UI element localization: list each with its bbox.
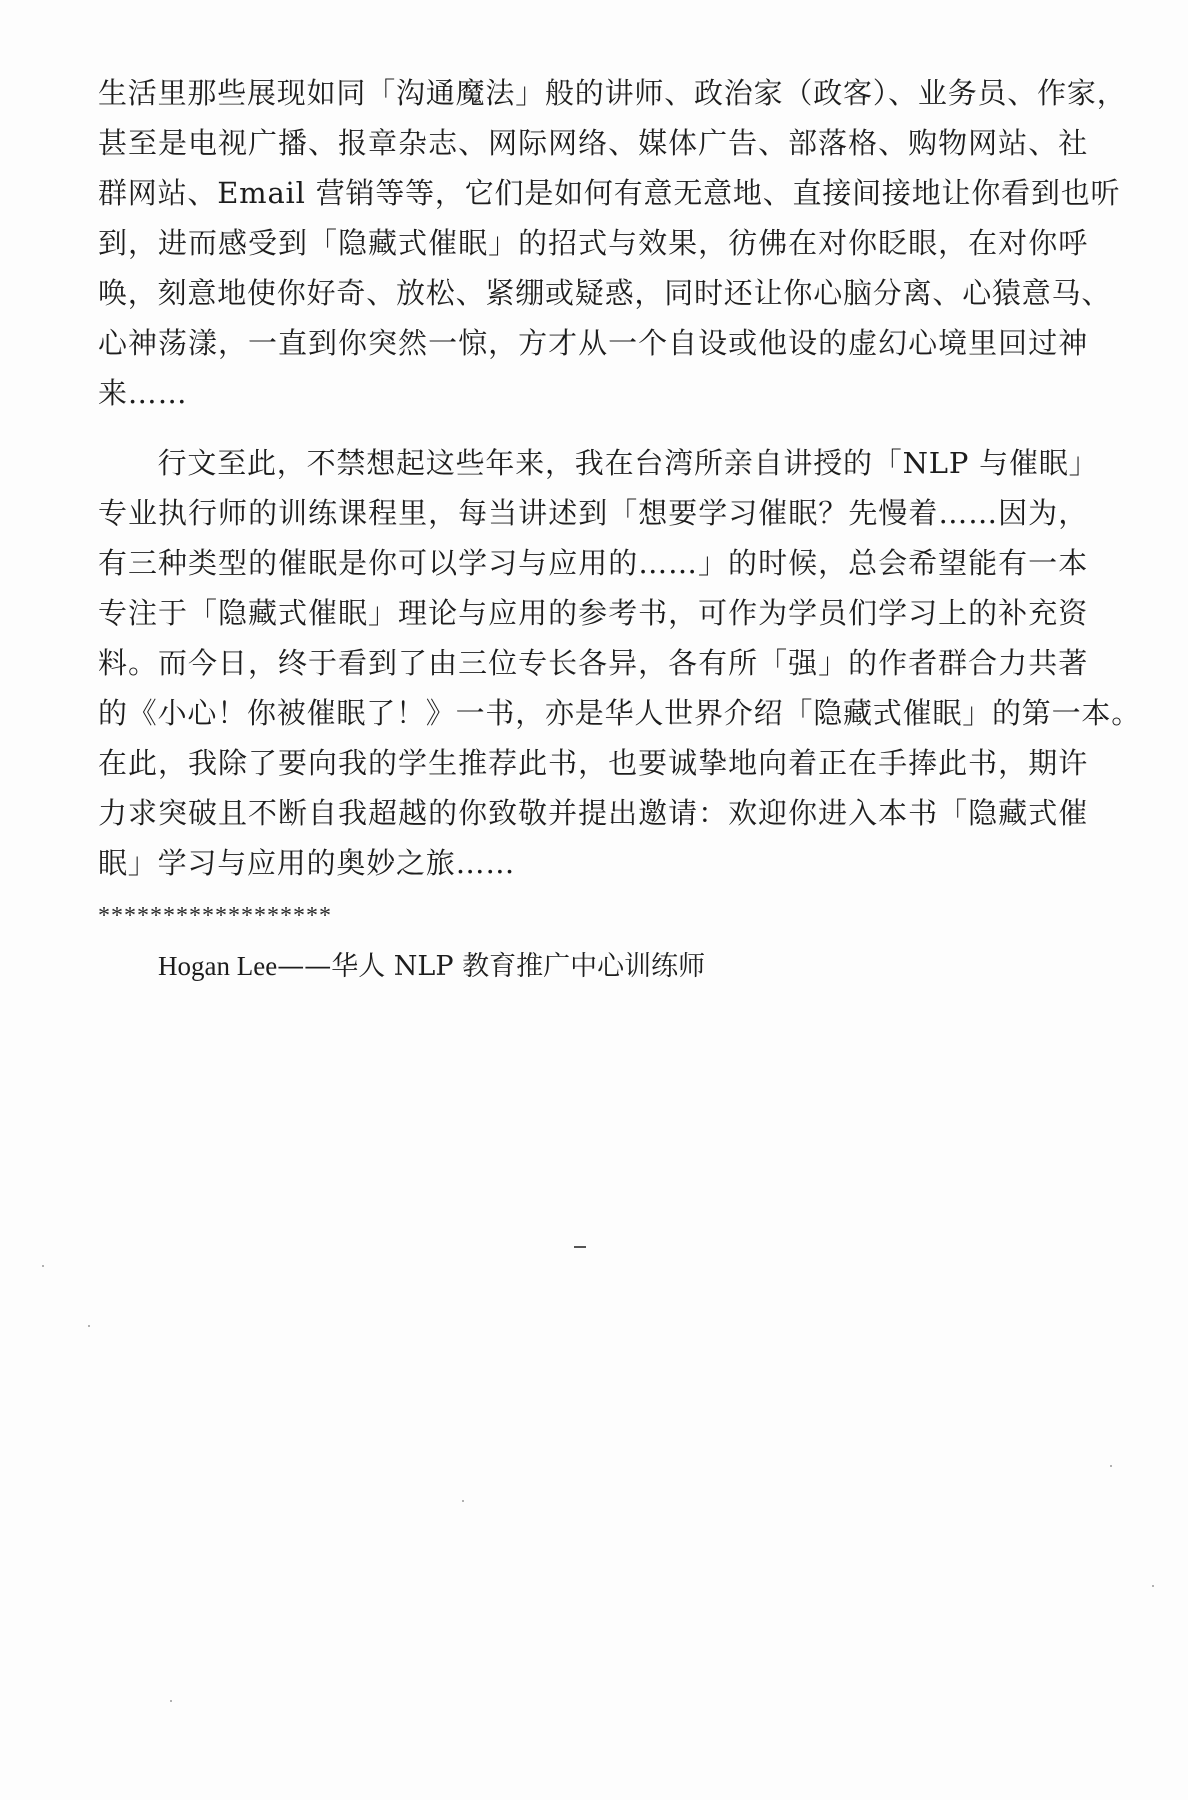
text-line: 眠」学习与应用的奥妙之旅…… [98, 846, 516, 880]
text-line: 专注于「隐藏式催眠」理论与应用的参考书，可作为学员们学习上的补充资 [98, 596, 1088, 630]
text-line: 来…… [98, 376, 188, 410]
scan-speck [1152, 1585, 1154, 1587]
text-line: 在此，我除了要向我的学生推荐此书，也要诚挚地向着正在手捧此书，期许 [98, 746, 1088, 780]
scan-speck [42, 1265, 44, 1267]
text-line: 行文至此，不禁想起这些年来，我在台湾所亲自讲授的「NLP 与催眠」 [98, 446, 1099, 480]
author-name: Hogan Lee [158, 951, 278, 981]
text-line: 料。而今日，终于看到了由三位专长各异，各有所「强」的作者群合力共著 [98, 646, 1088, 680]
signature-dash: —— [277, 951, 332, 982]
text-line: 心神荡漾，一直到你突然一惊，方才从一个自设或他设的虚幻心境里回过神 [98, 326, 1088, 360]
text-line: 到，进而感受到「隐藏式催眠」的招式与效果，彷佛在对你眨眼，在对你呼 [98, 226, 1088, 260]
text-line: 专业执行师的训练课程里，每当讲述到「想要学习催眠？先慢着……因为， [98, 496, 1088, 530]
text-line: 生活里那些展现如同「沟通魔法」般的讲师、政治家（政客）、业务员、作家， [98, 76, 1127, 110]
scan-speck [170, 1700, 172, 1702]
text-line: 甚至是电视广播、报章杂志、网际网络、媒体广告、部落格、购物网站、社 [98, 126, 1088, 160]
text-line: 群网站、Email 营销等等，它们是如何有意无意地、直接间接地让你看到也听 [98, 176, 1121, 210]
text-line: 唤，刻意地使你好奇、放松、紧绷或疑惑，同时还让你心脑分离、心猿意马、 [98, 276, 1112, 310]
text-line: 力求突破且不断自我超越的你致敬并提出邀请：欢迎你进入本书「隐藏式催 [98, 796, 1088, 830]
scan-speck [462, 1500, 464, 1502]
scan-speck [88, 1325, 90, 1327]
paragraph-2 [98, 438, 1142, 888]
paragraph-1 [98, 68, 1127, 418]
asterisk-separator: ****************** [98, 903, 332, 929]
scan-mark [574, 1246, 586, 1248]
text-line: 的《小心！你被催眠了！》一书，亦是华人世界介绍「隐藏式催眠」的第一本。 [98, 696, 1142, 730]
author-title: 华人 NLP 教育推广中心训练师 [331, 951, 706, 982]
scan-speck [1110, 1465, 1112, 1467]
author-signature [98, 944, 1088, 989]
text-line: 有三种类型的催眠是你可以学习与应用的……」的时候，总会希望能有一本 [98, 546, 1088, 580]
